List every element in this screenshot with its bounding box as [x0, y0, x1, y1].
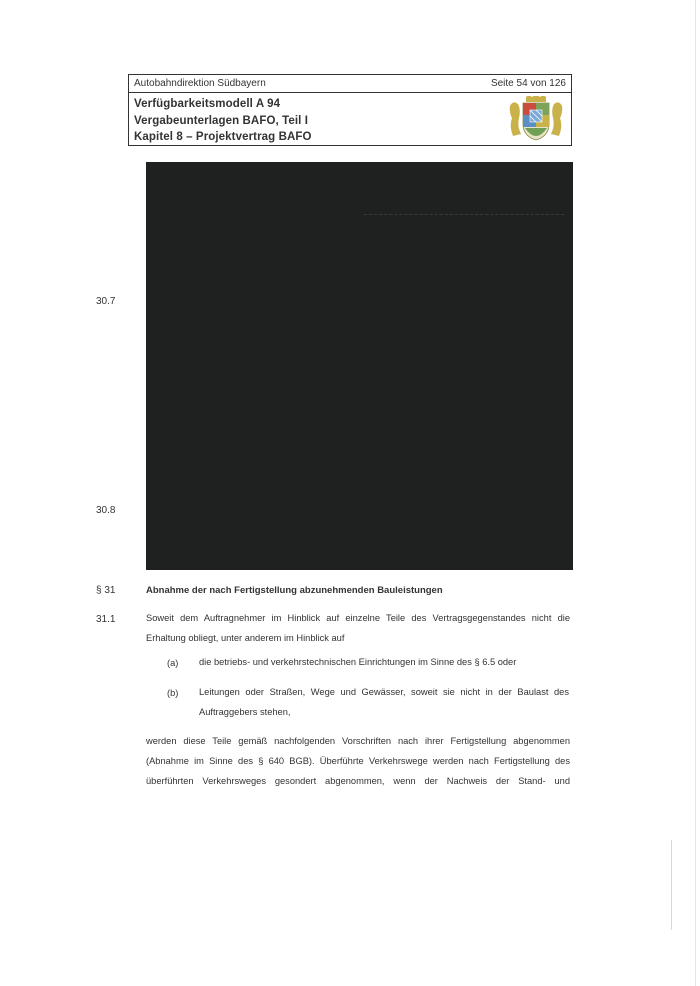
- page-edge: [695, 0, 696, 986]
- clause-intro-line-2: Erhaltung obliegt, unter anderem im Hinblick auf: [146, 633, 345, 643]
- redacted-content-block: [146, 162, 573, 570]
- clause-number: 31.1: [96, 614, 116, 625]
- section-title: Abnahme der nach Fertigstellung abzunehmenden Bauleistungen: [146, 585, 443, 596]
- clause-closing-line-2: (Abnahme im Sinne des § 640 BGB). Überführte Verkehrswege werden nach Fertigstellung des: [146, 756, 570, 766]
- bavarian-coat-of-arms-icon: [507, 96, 565, 142]
- organization-name: Autobahndirektion Südbayern: [134, 78, 266, 89]
- section-number: § 31: [96, 585, 116, 596]
- clause-number-30-7: 30.7: [96, 296, 116, 307]
- item-a-marker: (a): [167, 658, 179, 668]
- clause-intro-line-1: Soweit dem Auftragnehmer im Hinblick auf einzelne Teile des Vertragsgegenstandes nicht die: [146, 613, 570, 623]
- page-number: Seite 54 von 126: [490, 78, 566, 89]
- header-line-1: Verfügbarkeitsmodell A 94: [134, 98, 281, 110]
- clause-number-30-8: 30.8: [96, 505, 116, 516]
- header-line-2: Vergabeunterlagen BAFO, Teil I: [134, 114, 309, 127]
- document-header: [128, 74, 572, 146]
- item-b-text-line-2: Auftraggebers stehen,: [199, 707, 291, 717]
- page-edge-mark: [671, 840, 672, 930]
- item-a-text: die betriebs- und verkehrstechnischen Einrichtungen im Sinne des § 6.5 oder: [199, 657, 517, 667]
- item-b-text-line-1: Leitungen oder Straßen, Wege und Gewässer, soweit sie nicht in der Baulast des: [199, 687, 569, 697]
- clause-closing-line-3: überführten Verkehrsweges gesondert abgenommen, wenn der Nachweis der Stand- und: [146, 776, 570, 786]
- item-b-marker: (b): [167, 688, 179, 698]
- header-top-row: [129, 75, 571, 93]
- header-body: [129, 93, 571, 146]
- header-line-3: Kapitel 8 – Projektvertrag BAFO: [134, 131, 312, 143]
- clause-closing-line-1: werden diese Teile gemäß nachfolgenden Vorschriften nach ihrer Fertigstellung abgenommen: [146, 736, 570, 746]
- redaction-artifact: [364, 214, 564, 216]
